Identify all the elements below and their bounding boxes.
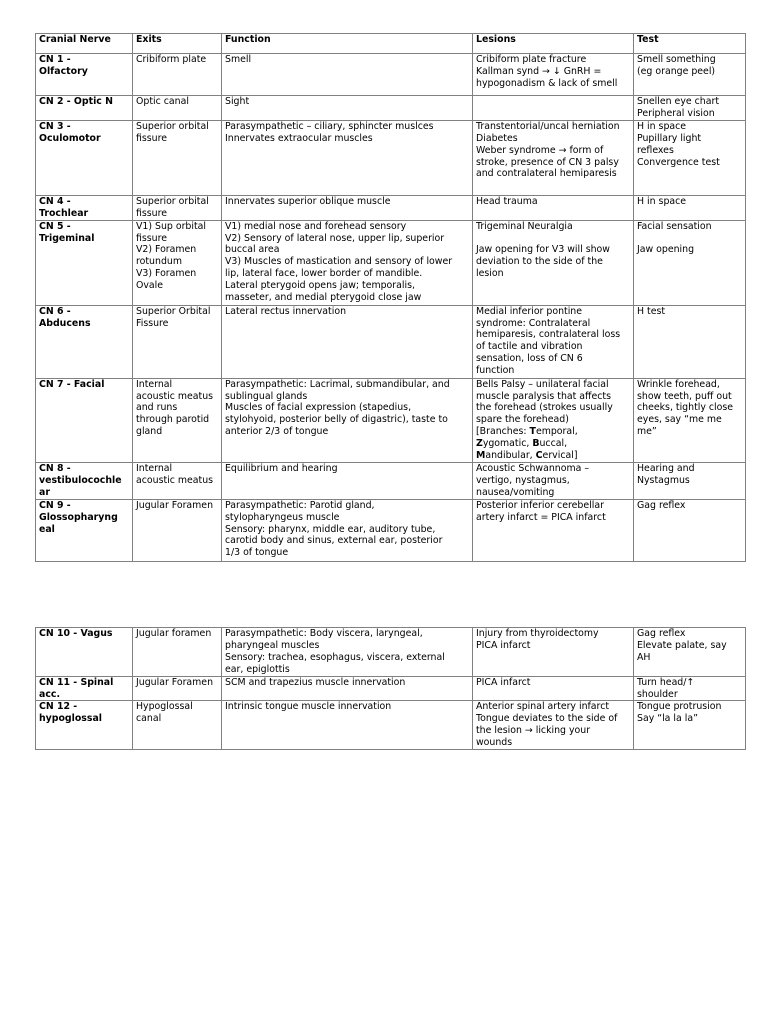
lesions-line: deviation to the side of the: [476, 256, 603, 268]
table-row: [36, 462, 746, 499]
exits-cell: [133, 195, 222, 220]
lesions-line: vertigo, nystagmus,: [476, 474, 570, 486]
function-line: buccal area: [225, 244, 280, 256]
table-row: [36, 701, 746, 750]
lesions-cell: [473, 54, 634, 96]
lesions-cell: [473, 499, 634, 561]
table-row: [36, 54, 746, 96]
lesions-line: and contralateral hemiparesis: [476, 168, 617, 180]
test-cell: [634, 120, 746, 195]
test-cell: [634, 54, 746, 96]
exits-line: V1) Sup orbital: [136, 220, 207, 232]
nerve-line: vestibulocochle: [39, 474, 122, 486]
lesions-cell: [473, 628, 634, 677]
lesions-line: Diabetes: [476, 132, 518, 144]
nerve-cell: [36, 499, 133, 561]
nerve-line: eal: [39, 523, 55, 535]
lesions-line: Medial inferior pontine: [476, 305, 583, 317]
test-cell: [634, 96, 746, 121]
exits-cell: [133, 378, 222, 462]
exits-cell: [133, 701, 222, 750]
test-line: Tongue protrusion: [637, 701, 722, 713]
nerve-cell: [36, 378, 133, 462]
test-line: H in space: [637, 195, 687, 207]
lesions-line: Cribiform plate fracture: [476, 54, 587, 65]
exits-cell: [133, 462, 222, 499]
exits-line: Ovale: [136, 280, 164, 292]
exits-line: canal: [136, 713, 162, 725]
function-line: Parasympathetic: Body viscera, laryngeal,: [225, 628, 423, 639]
nerve-cell: [36, 220, 133, 305]
test-line: Jaw opening: [637, 244, 695, 256]
lesions-line: hemiparesis, contralateral loss: [476, 329, 621, 341]
nerve-cell: [36, 305, 133, 378]
test-line: Snellen eye chart: [637, 96, 719, 107]
function-line: Lateral pterygoid opens jaw; temporalis,: [225, 280, 415, 292]
exits-line: gland: [136, 426, 163, 438]
test-line: Turn head/↑: [637, 676, 695, 688]
exits-line: Jugular Foramen: [136, 499, 214, 511]
nerve-cell: [36, 676, 133, 701]
exits-line: acoustic meatus: [136, 474, 214, 486]
nerve-line: Abducens: [39, 317, 91, 329]
table-row: [36, 96, 746, 121]
test-line: show teeth, puff out: [637, 390, 732, 402]
header-test: Test: [634, 34, 746, 54]
exits-line: and runs: [136, 402, 178, 414]
function-line: lip, lateral face, lower border of mandible.: [225, 268, 423, 280]
lesions-line: PICA infarct: [476, 676, 531, 688]
lesions-line: Transtentorial/uncal herniation: [476, 120, 620, 132]
lesions-line: wounds: [476, 737, 513, 749]
function-cell: [222, 195, 473, 220]
nerve-line: ar: [39, 486, 50, 498]
lesions-line: sensation, loss of CN 6: [476, 353, 583, 365]
lesions-cell: [473, 96, 634, 121]
function-cell: [222, 378, 473, 462]
lesions-cell: [473, 195, 634, 220]
nerve-line: CN 9 -: [39, 499, 71, 511]
function-line: Innervates superior oblique muscle: [225, 195, 391, 207]
lesions-line: the forehead (strokes usually: [476, 402, 613, 414]
function-cell: [222, 54, 473, 96]
lesions-line: lesion: [476, 268, 504, 280]
function-cell: [222, 220, 473, 305]
test-cell: [634, 462, 746, 499]
exits-cell: [133, 96, 222, 121]
nerve-line: Olfactory: [39, 65, 88, 77]
function-cell: [222, 701, 473, 750]
function-line: sublingual glands: [225, 390, 308, 402]
header-lesions: Lesions: [473, 34, 634, 54]
test-line: H in space: [637, 120, 687, 132]
nerve-line: CN 8 -: [39, 462, 71, 474]
exits-cell: [133, 54, 222, 96]
test-line: Smell something: [637, 54, 716, 65]
nerve-line: CN 4 -: [39, 195, 71, 207]
test-cell: [634, 220, 746, 305]
lesions-line: Zygomatic, Buccal,: [476, 438, 568, 450]
lesions-line: Mandibular, Cervical]: [476, 450, 578, 462]
function-line: pharyngeal muscles: [225, 639, 320, 651]
nerve-line: CN 5 -: [39, 220, 71, 232]
lesions-line: Trigeminal Neuralgia: [476, 220, 573, 232]
exits-line: Internal: [136, 462, 173, 474]
exits-line: V2) Foramen: [136, 244, 197, 256]
test-line: Elevate palate, say: [637, 639, 727, 651]
function-cell: [222, 96, 473, 121]
test-line: cheeks, tightly close: [637, 402, 734, 414]
exits-cell: [133, 305, 222, 378]
exits-line: Fissure: [136, 317, 169, 329]
test-line: shoulder: [637, 688, 678, 700]
exits-line: Hypoglossal: [136, 701, 193, 713]
function-line: stylohyoid, posterior belly of digastric), taste to: [225, 414, 448, 426]
test-line: Say “la la la”: [637, 713, 698, 725]
function-line: Parasympathetic: Lacrimal, submandibular, and: [225, 378, 450, 390]
nerve-cell: [36, 628, 133, 677]
test-cell: [634, 305, 746, 378]
test-line: AH: [637, 651, 651, 663]
table-row: [36, 499, 746, 561]
lesions-line: Jaw opening for V3 will show: [476, 244, 610, 256]
exits-cell: [133, 676, 222, 701]
test-cell: [634, 195, 746, 220]
function-line: Sight: [225, 96, 250, 107]
test-line: Gag reflex: [637, 499, 686, 511]
table-row: [36, 195, 746, 220]
test-line: Nystagmus: [637, 474, 690, 486]
nerve-cell: [36, 195, 133, 220]
exits-line: Superior orbital: [136, 195, 209, 207]
table-row: [36, 305, 746, 378]
lesions-line: Anterior spinal artery infarct: [476, 701, 610, 713]
function-line: Parasympathetic – ciliary, sphincter muslces: [225, 120, 434, 132]
lesions-cell: [473, 676, 634, 701]
function-line: Sensory: pharynx, middle ear, auditory tube,: [225, 523, 436, 535]
nerve-line: CN 6 -: [39, 305, 71, 317]
lesions-cell: [473, 701, 634, 750]
lesions-line: function: [476, 365, 515, 377]
test-line: [637, 233, 742, 245]
lesions-line: [Branches: Temporal,: [476, 426, 578, 438]
test-line: Convergence test: [637, 156, 720, 168]
exits-line: Jugular foramen: [136, 628, 212, 639]
lesions-line: Bells Palsy – unilateral facial: [476, 378, 609, 390]
function-line: anterior 2/3 of tongue: [225, 426, 329, 438]
nerve-line: CN 10 - Vagus: [39, 628, 113, 639]
lesions-line: artery infarct = PICA infarct: [476, 511, 606, 523]
exits-line: Jugular Foramen: [136, 676, 214, 688]
test-cell: [634, 628, 746, 677]
table-row: [36, 628, 746, 677]
lesions-line: Posterior inferior cerebellar: [476, 499, 604, 511]
cranial-nerve-table-continued: [35, 627, 746, 750]
nerve-line: CN 3 -: [39, 120, 71, 132]
test-cell: [634, 701, 746, 750]
function-cell: [222, 628, 473, 677]
test-cell: [634, 499, 746, 561]
nerve-line: acc.: [39, 688, 61, 700]
function-line: Equilibrium and hearing: [225, 462, 338, 474]
table-row: [36, 378, 746, 462]
lesions-line: spare the forehead): [476, 414, 569, 426]
exits-cell: [133, 220, 222, 305]
exits-line: fissure: [136, 132, 168, 144]
function-line: carotid body and sinus, external ear, posterior: [225, 535, 443, 547]
function-line: Sensory: trachea, esophagus, viscera, external: [225, 651, 445, 663]
function-line: ear, epiglottis: [225, 663, 290, 675]
test-cell: [634, 676, 746, 701]
function-cell: [222, 676, 473, 701]
exits-line: Superior orbital: [136, 120, 209, 132]
nerve-line: Glossopharyng: [39, 511, 118, 523]
lesions-line: syndrome: Contralateral: [476, 317, 591, 329]
nerve-cell: [36, 462, 133, 499]
exits-line: acoustic meatus: [136, 390, 214, 402]
nerve-line: Oculomotor: [39, 132, 101, 144]
test-line: H test: [637, 305, 666, 317]
function-line: Intrinsic tongue muscle innervation: [225, 701, 392, 713]
header-exits: Exits: [133, 34, 222, 54]
lesions-cell: [473, 462, 634, 499]
lesions-line: [476, 233, 630, 245]
header-cranial-nerve: Cranial Nerve: [36, 34, 133, 54]
nerve-line: Trigeminal: [39, 232, 95, 244]
table-row: [36, 120, 746, 195]
header-function: Function: [222, 34, 473, 54]
test-line: Pupillary light: [637, 132, 702, 144]
test-line: reflexes: [637, 144, 674, 156]
exits-line: V3) Foramen: [136, 268, 197, 280]
lesions-line: Head trauma: [476, 195, 538, 207]
exits-line: Internal: [136, 378, 173, 390]
table-row: [36, 220, 746, 305]
lesions-line: PICA infarct: [476, 639, 531, 651]
exits-cell: [133, 628, 222, 677]
function-line: stylopharyngeus muscle: [225, 511, 340, 523]
exits-cell: [133, 120, 222, 195]
nerve-line: CN 7 - Facial: [39, 378, 105, 390]
nerve-cell: [36, 120, 133, 195]
lesions-line: Tongue deviates to the side of: [476, 713, 618, 725]
nerve-cell: [36, 96, 133, 121]
lesions-line: muscle paralysis that affects: [476, 390, 611, 402]
function-line: Smell: [225, 54, 252, 65]
exits-line: rotundum: [136, 256, 182, 268]
nerve-cell: [36, 701, 133, 750]
test-line: eyes, say “me me: [637, 414, 722, 426]
exits-line: through parotid: [136, 414, 210, 426]
nerve-line: CN 2 - Optic N: [39, 96, 113, 107]
function-line: 1/3 of tongue: [225, 547, 289, 559]
lesions-cell: [473, 220, 634, 305]
lesions-cell: [473, 120, 634, 195]
nerve-line: hypoglossal: [39, 713, 103, 725]
test-line: Facial sensation: [637, 220, 712, 232]
exits-line: Superior Orbital: [136, 305, 211, 317]
test-cell: [634, 378, 746, 462]
nerve-line: CN 1 -: [39, 54, 71, 65]
function-cell: [222, 305, 473, 378]
nerve-line: CN 11 - Spinal: [39, 676, 114, 688]
function-line: Parasympathetic: Parotid gland,: [225, 499, 375, 511]
function-cell: [222, 120, 473, 195]
function-line: masseter, and medial pterygoid close jaw: [225, 292, 422, 304]
cranial-nerve-table: [35, 33, 746, 562]
lesions-line: the lesion → licking your: [476, 725, 591, 737]
test-line: me”: [637, 426, 657, 438]
test-line: Peripheral vision: [637, 107, 715, 119]
lesions-line: hypogonadism & lack of smell: [476, 77, 618, 89]
lesions-cell: [473, 305, 634, 378]
exits-line: Cribiform plate: [136, 54, 207, 65]
test-line: Gag reflex: [637, 628, 686, 639]
lesions-line: of tactile and vibration: [476, 341, 583, 353]
lesions-line: Weber syndrome → form of: [476, 144, 604, 156]
exits-line: fissure: [136, 207, 168, 219]
nerve-cell: [36, 54, 133, 96]
function-line: Innervates extraocular muscles: [225, 132, 373, 144]
table-row: [36, 676, 746, 701]
exits-line: Optic canal: [136, 96, 189, 107]
test-line: Wrinkle forehead,: [637, 378, 720, 390]
function-line: SCM and trapezius muscle innervation: [225, 676, 406, 688]
lesions-line: nausea/vomiting: [476, 486, 555, 498]
lesions-line: Acoustic Schwannoma –: [476, 462, 590, 474]
function-cell: [222, 462, 473, 499]
test-line: (eg orange peel): [637, 65, 716, 77]
function-line: V2) Sensory of lateral nose, upper lip, superior: [225, 232, 445, 244]
exits-cell: [133, 499, 222, 561]
function-line: V3) Muscles of mastication and sensory of lower: [225, 256, 453, 268]
lesions-line: Kallman synd → ↓ GnRH =: [476, 65, 602, 77]
function-line: V1) medial nose and forehead sensory: [225, 220, 407, 232]
function-cell: [222, 499, 473, 561]
function-line: Muscles of facial expression (stapedius,: [225, 402, 412, 414]
test-line: Hearing and: [637, 462, 695, 474]
nerve-line: CN 12 -: [39, 701, 78, 713]
lesions-cell: [473, 378, 634, 462]
function-line: Lateral rectus innervation: [225, 305, 347, 317]
lesions-line: Injury from thyroidectomy: [476, 628, 599, 639]
lesions-line: stroke, presence of CN 3 palsy: [476, 156, 619, 168]
exits-line: fissure: [136, 232, 168, 244]
table-header-row: [36, 34, 746, 54]
nerve-line: Trochlear: [39, 207, 89, 219]
